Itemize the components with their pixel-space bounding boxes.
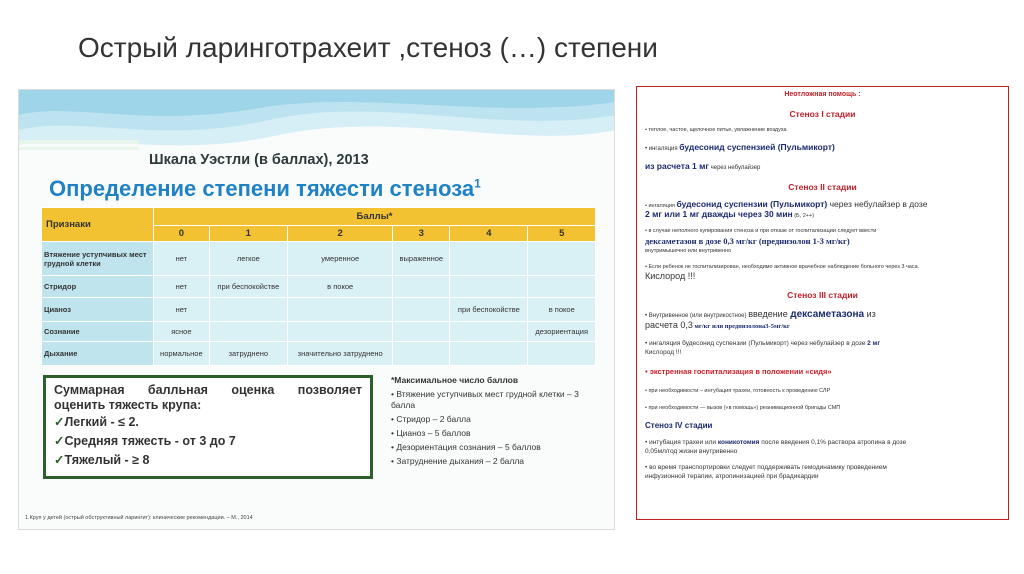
s3-oxygen: Кислород !!! xyxy=(645,349,682,356)
list-item: • Втяжение уступчивых мест грудной клетки – 3 балла xyxy=(391,389,579,410)
score-1: 1 xyxy=(209,226,287,242)
s2-item-3: • Если ребенок не госпитализирован, необходимо активное врачебное наблюдение больного через 3 часа. xyxy=(645,264,920,270)
summary-box xyxy=(43,375,373,479)
checkmark-icon: ✓ xyxy=(54,415,65,429)
grade-severe: ✓Тяжелый - ≥ 8 xyxy=(54,453,150,467)
score-2: 2 xyxy=(287,226,392,242)
summary-line-1: Суммарная балльная оценка позволяет xyxy=(54,383,362,397)
s2-oxygen: Кислород !!! xyxy=(645,271,696,281)
s1-item-1: • теплое, частое, щелочное питье, увлажнение воздуха xyxy=(645,127,787,133)
stage-4-heading: Стеноз IV стадии xyxy=(645,421,713,430)
s3-item-1: • Внутривенное (или внутрикостное) введение дексаметазона из xyxy=(645,309,876,320)
scale-title: Шкала Уэстли (в баллах), 2013 xyxy=(149,152,369,168)
stage-1-heading: Стеноз I стадии xyxy=(789,109,856,119)
s2-item-1-line-2: 2 мг или 1 мг дважды через 30 мин (Б, 2++) xyxy=(645,209,815,219)
score-4: 4 xyxy=(450,226,528,242)
s3-item-2: • ингаляция будесонид суспензии (Пульмикорт) через небулайзер в дозе 2 мг xyxy=(645,340,881,347)
grade-moderate: ✓Средняя тяжесть - от 3 до 7 xyxy=(54,434,236,448)
westley-scale-table xyxy=(41,207,596,366)
slide-title: Острый ларинготрахеит ,стеноз (…) степени xyxy=(78,32,658,63)
emergency-header: Неотложная помощь : xyxy=(784,91,861,98)
s4-item-2-line-2: инфузионной терапии, атропинизацией при брадикардии xyxy=(645,473,819,480)
stage-3-heading: Стеноз III стадии xyxy=(787,290,858,300)
table-row: Дыхание нормальное затруднено значительно затруднено xyxy=(42,342,596,366)
table-row: Цианоз нет при беспокойстве в покое xyxy=(42,298,596,322)
s4-item-1-line-2: 0,05мл/год жизни внутривенно xyxy=(645,448,738,455)
max-points-title: *Максимальное число баллов xyxy=(391,375,519,385)
score-3: 3 xyxy=(393,226,450,242)
s3-item-5: • при необходимости — вызов («в помощь») реанимационной бригады СМП xyxy=(645,405,841,411)
footnote: 1.Круп у детей (острый обструктивный ларингит): клинические рекомендации. – М., 2014 xyxy=(25,515,253,521)
s1-item-2: • ингаляция будесонид суспензией (Пульмикорт) xyxy=(645,142,835,152)
s2-item-2: • в случае неполного купирования стеноза и при отказе от госпитализации следует ввести xyxy=(645,228,877,234)
score-5: 5 xyxy=(528,226,596,242)
table-row: Сознание ясное дезориентация xyxy=(42,322,596,342)
list-item: • Дезориентация сознания – 5 баллов xyxy=(391,442,541,452)
summary-line-2: оценить тяжесть крупа: xyxy=(54,398,202,412)
table-row: Втяжение уступчивых мест грудной клетки нет легкое умеренное выраженное xyxy=(42,242,596,276)
s4-item-2: • во время транспортировки следует поддерживать гемодинамику проведением xyxy=(645,464,887,471)
grade-mild: ✓Легкий - ≤ 2. xyxy=(54,415,139,429)
s3-item-3: • экстренная госпитализация в положении «сидя» xyxy=(645,367,832,376)
list-item: • Цианоз – 5 баллов xyxy=(391,428,471,438)
s2-item-2-drug: дексаметазон в дозе 0,3 мг/кг (преднизолон 1-3 мг/кг) xyxy=(645,236,850,246)
header-points: Баллы* xyxy=(154,208,596,226)
list-item: • Затруднение дыхания – 2 балла xyxy=(391,456,525,466)
list-item: • Стридор – 2 балла xyxy=(391,414,471,424)
max-points-box xyxy=(391,375,601,470)
scale-image-panel xyxy=(18,89,615,530)
s2-item-2-route: внутримышечно или внутривенно xyxy=(645,248,732,254)
stenosis-heading: Определение степени тяжести стеноза$^1$ xyxy=(49,176,481,201)
s3-item-4: • при необходимости – интубация трахеи, готовность к проведению СЛР xyxy=(645,388,831,394)
s1-item-3: из расчета 1 мг через небулайзер xyxy=(645,161,761,171)
s4-item-1: • интубация трахеи или коникотомия после введения 0,1% раствора атропина в дозе xyxy=(645,439,907,446)
checkmark-icon: ✓ xyxy=(54,453,65,467)
score-0: 0 xyxy=(154,226,210,242)
s3-item-1-line-2: расчета 0,3 мг/кг или преднизолона3-5мг/кг xyxy=(645,320,790,330)
checkmark-icon: ✓ xyxy=(54,434,65,448)
stage-2-heading: Стеноз II стадии xyxy=(788,182,857,192)
header-signs: Признаки xyxy=(42,208,154,242)
emergency-care-panel xyxy=(636,86,1009,520)
s2-item-1: • ингаляция будесонид суспензии (Пульмикорт) через небулайзер в дозе xyxy=(645,199,928,209)
table-row: Стридор нет при беспокойстве в покое xyxy=(42,276,596,298)
